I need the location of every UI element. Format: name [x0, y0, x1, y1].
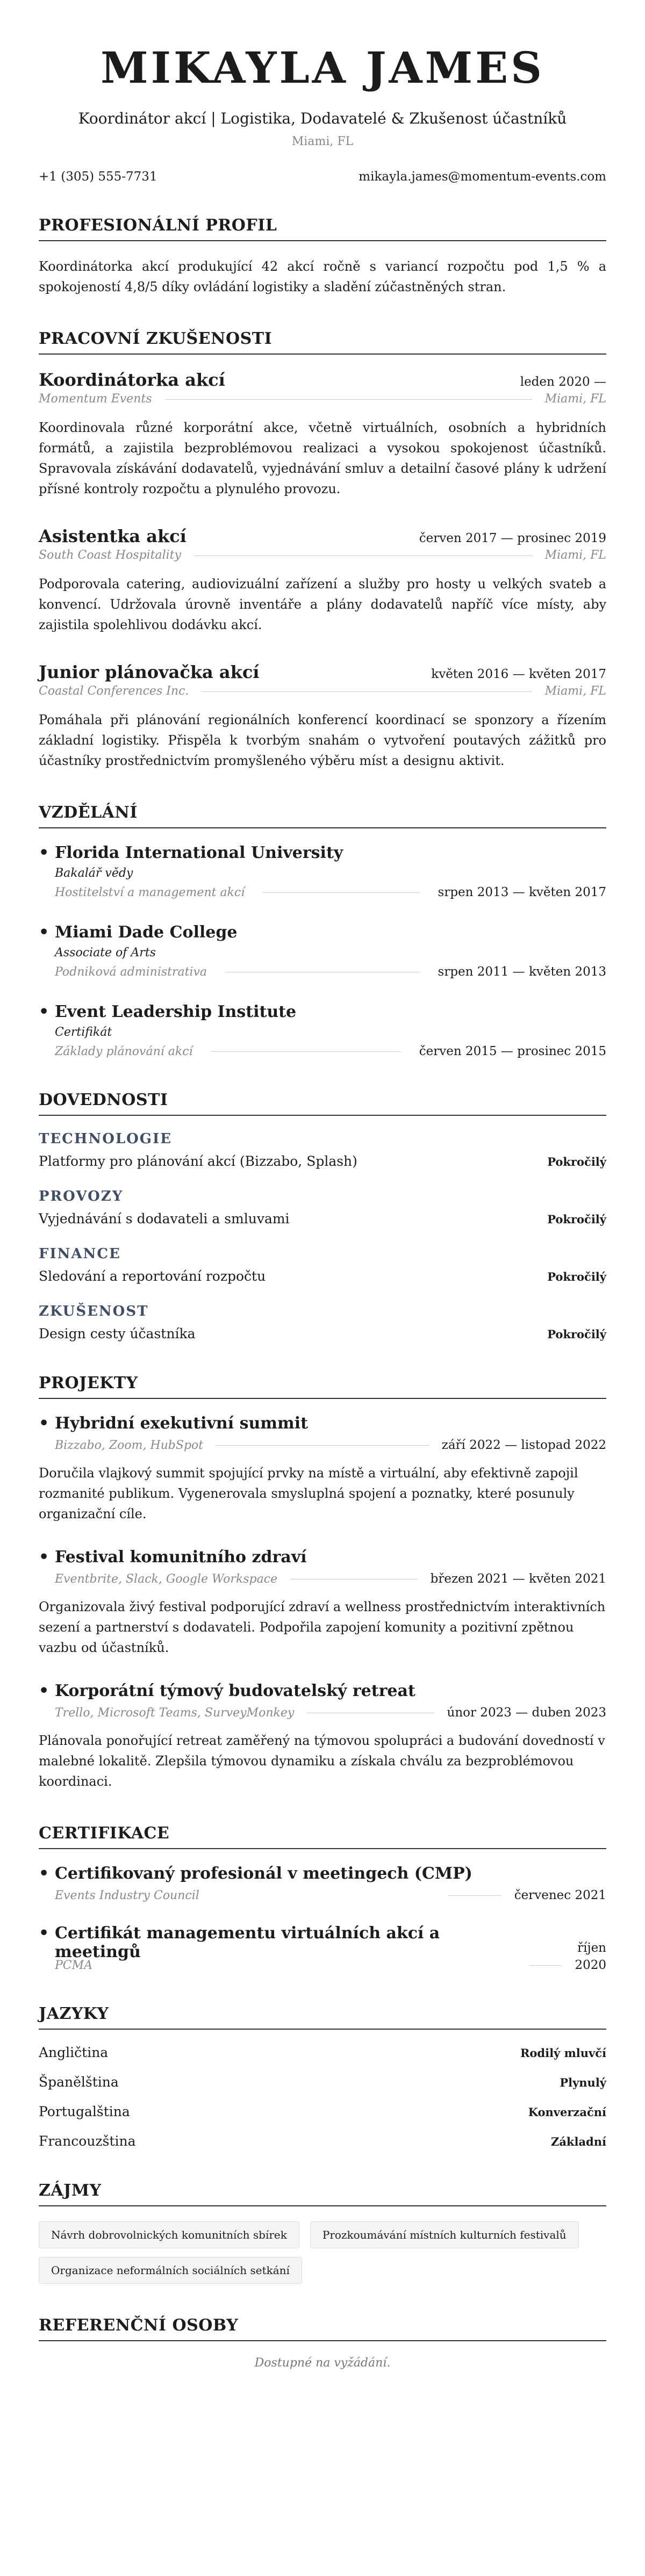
language-level: Plynulý — [560, 2076, 606, 2089]
interest-tag: Návrh dobrovolnických komunitních sbírek — [39, 2221, 299, 2248]
profile-summary: Koordinátorka akcí produkující 42 akcí ročně s variancí rozpočtu pod 1,5 % a spokojeností 4,8/5 díky ovládání logistiky a sladění zúčastněných stran. — [39, 259, 606, 294]
language-row — [39, 2104, 606, 2119]
language-row — [39, 2045, 606, 2060]
project-description: Plánovala ponořující retreat zaměřený na týmovou spolupráci a budování dovedností v malebné lokalitě. Zlepšila týmovou dynamiku a získala chválu za bezproblémovou koordinaci. — [39, 1733, 605, 1789]
divider-line — [307, 1712, 434, 1713]
divider-line — [202, 691, 532, 692]
language-level: Základní — [550, 2135, 606, 2148]
certification-issuer: Events Industry Council — [55, 1888, 199, 1902]
skill-level: Pokročilý — [547, 1270, 606, 1283]
section-title-interests: ZÁJMY — [39, 2181, 606, 2206]
resume-header — [39, 0, 606, 148]
field-of-study: Hostitelství a management akcí — [55, 885, 245, 899]
bullet-icon: • — [39, 1414, 49, 1433]
job-company: Coastal Conferences Inc. — [39, 684, 189, 698]
education-date: červen 2015 — prosinec 2015 — [419, 1044, 606, 1058]
project-item — [39, 1682, 606, 1792]
section-title-profile: PROFESIONÁLNÍ PROFIL — [39, 216, 606, 241]
bullet-icon: • — [39, 843, 49, 862]
references-note: Dostupné na vyžádání. — [254, 2356, 391, 2370]
job-description: Pomáhala při plánování regionálních konferencí koordinací se sponzory a řízením základní logistiky. Přispěla k tvorbým snahám o vytvoření poutavých zážitků pro účastníky prostřednictvím promyšleného výběru míst a designu aktivit. — [39, 712, 606, 768]
job-company: Momentum Events — [39, 392, 152, 406]
section-title-experience: PRACOVNÍ ZKUŠENOSTI — [39, 329, 606, 355]
skill-level: Pokročilý — [547, 1327, 606, 1341]
language-row — [39, 2133, 606, 2149]
skill-name: Platformy pro plánování akcí (Bizzabo, Splash) — [39, 1153, 357, 1169]
skill-name: Vyjednávání s dodavateli a smluvami — [39, 1211, 290, 1226]
email-address[interactable]: mikayla.james@momentum-events.com — [359, 170, 606, 184]
degree: Associate of Arts — [55, 946, 156, 959]
job-date: květen 2016 — květen 2017 — [431, 667, 606, 681]
job-date: červen 2017 — prosinec 2019 — [419, 531, 606, 545]
language-name: Angličtina — [39, 2045, 109, 2060]
experience-item — [39, 662, 606, 771]
phone-number[interactable]: +1 (305) 555-7731 — [39, 170, 157, 184]
interest-tag: Organizace neformálních sociálních setkání — [39, 2257, 302, 2284]
bullet-icon: • — [39, 1924, 49, 1943]
skill-category: TECHNOLOGIE — [39, 1131, 172, 1147]
certification-date: červenec 2021 — [514, 1888, 606, 1902]
section-title-certifications: CERTIFIKACE — [39, 1824, 606, 1849]
section-title-projects: PROJEKTY — [39, 1374, 606, 1399]
divider-line — [448, 1895, 501, 1896]
field-of-study: Základy plánování akcí — [55, 1044, 193, 1058]
project-item — [39, 1414, 606, 1524]
education-item — [39, 1002, 606, 1058]
certification-item — [39, 1924, 606, 1972]
certification-date-month: říjen — [577, 1941, 606, 1955]
bullet-icon: • — [39, 1682, 49, 1700]
job-company: South Coast Hospitality — [39, 549, 181, 562]
project-tools: Eventbrite, Slack, Google Workspace — [55, 1572, 278, 1586]
bullet-icon: • — [39, 1864, 49, 1883]
skill-category: FINANCE — [39, 1246, 121, 1262]
language-level: Rodilý mluvčí — [520, 2046, 606, 2060]
skill-category: PROVOZY — [39, 1188, 124, 1204]
job-title: Koordinátorka akcí — [39, 370, 225, 390]
certification-title: Certifikát managementu virtuálních akcí a meetingů — [55, 1924, 440, 1961]
skill-category: ZKUŠENOST — [39, 1303, 149, 1319]
job-title: Asistentka akcí — [39, 526, 187, 546]
project-tools: Trello, Microsoft Teams, SurveyMonkey — [55, 1706, 295, 1720]
section-title-references: REFERENČNÍ OSOBY — [39, 2316, 606, 2341]
candidate-subtitle: Koordinátor akcí | Logistika, Dodavatelé & Zkušenost účastníků — [78, 110, 567, 127]
language-name: Španělština — [39, 2074, 119, 2090]
field-of-study: Podniková administrativa — [55, 965, 207, 979]
project-date: únor 2023 — duben 2023 — [447, 1706, 606, 1720]
divider-line — [216, 1445, 429, 1446]
job-location: Miami, FL — [544, 549, 606, 562]
interest-tag: Prozkoumávání místních kulturních festivalů — [310, 2221, 579, 2248]
divider-line — [263, 892, 419, 893]
degree: Certifikát — [55, 1026, 112, 1039]
section-title-education: VZDĚLÁNÍ — [39, 803, 606, 828]
language-row — [39, 2074, 606, 2090]
project-item — [39, 1548, 606, 1658]
skill-name: Design cesty účastníka — [39, 1326, 196, 1341]
divider-line — [211, 1051, 401, 1052]
section-title-languages: JAZYKY — [39, 2004, 606, 2030]
divider-line — [225, 971, 419, 972]
bullet-icon: • — [39, 1002, 49, 1021]
divider-line — [165, 399, 532, 400]
certification-item — [39, 1864, 606, 1902]
job-date: leden 2020 — — [520, 375, 606, 389]
project-description: Doručila vlajkový summit spojující prvky na místě a virtuální, aby efektivně zapojil rozmanité publikum. Vygenerovala smysluplná spojení a poznatky, které posunuly organizační cíle. — [39, 1466, 578, 1521]
skill-group — [39, 1246, 606, 1284]
project-date: březen 2021 — květen 2021 — [430, 1572, 606, 1586]
degree: Bakalář vědy — [55, 867, 133, 880]
job-title: Junior plánovačka akcí — [39, 662, 260, 682]
certification-date-year: 2020 — [575, 1958, 606, 1972]
job-location: Miami, FL — [544, 392, 606, 406]
candidate-name: MIKAYLA JAMES — [101, 42, 544, 93]
school-name: Miami Dade College — [55, 923, 238, 942]
project-title: Festival komunitního zdraví — [55, 1548, 307, 1567]
skill-level: Pokročilý — [547, 1155, 606, 1168]
skill-group — [39, 1303, 606, 1341]
bullet-icon: • — [39, 1548, 49, 1567]
language-name: Portugalština — [39, 2104, 130, 2119]
education-date: srpen 2011 — květen 2013 — [438, 965, 606, 979]
divider-line — [529, 1965, 562, 1966]
skill-level: Pokročilý — [547, 1213, 606, 1226]
divider-line — [290, 1578, 418, 1579]
experience-item — [39, 370, 606, 499]
certification-title: Certifikovaný profesionál v meetingech (CMP) — [55, 1864, 472, 1883]
project-date: září 2022 — listopad 2022 — [441, 1438, 606, 1452]
language-name: Francouzština — [39, 2133, 136, 2149]
language-level: Konverzační — [528, 2105, 606, 2119]
skill-name: Sledování a reportování rozpočtu — [39, 1268, 266, 1284]
school-name: Florida International University — [55, 843, 343, 862]
school-name: Event Leadership Institute — [55, 1002, 297, 1021]
skill-group — [39, 1188, 606, 1226]
contact-row — [39, 170, 606, 184]
interest-tags — [39, 2221, 606, 2284]
job-description: Podporovala catering, audiovizuální zařízení a služby pro hosty u velkých svateb a konvencí. Udržovala úrovně inventáře a plány dodavatelů napříč více místy, aby zajistila spolehlivou dodávku akcí. — [39, 576, 606, 632]
job-location: Miami, FL — [544, 684, 606, 698]
project-title: Korporátní týmový budovatelský retreat — [55, 1682, 415, 1700]
experience-item — [39, 526, 606, 635]
candidate-location: Miami, FL — [291, 135, 354, 148]
divider-line — [194, 555, 532, 556]
bullet-icon: • — [39, 923, 49, 942]
certification-issuer: PCMA — [55, 1958, 93, 1972]
project-description: Organizovala živý festival podporující zdraví a wellness prostřednictvím interaktivních sezení a partnerství s dodavateli. Podpořila zapojení komunity a pozitivní zpětnou vazbu od účastníků. — [39, 1599, 606, 1655]
section-title-skills: DOVEDNOSTI — [39, 1091, 606, 1116]
project-tools: Bizzabo, Zoom, HubSpot — [55, 1438, 204, 1452]
education-item — [39, 843, 606, 899]
project-title: Hybridní exekutivní summit — [55, 1414, 309, 1433]
resume-page — [39, 0, 606, 2370]
education-date: srpen 2013 — květen 2017 — [438, 885, 606, 899]
education-item — [39, 923, 606, 979]
job-description: Koordinovala různé korporátní akce, včetně virtuálních, osobních a hybridních formátů, a zajistila bezproblémovou realizaci a vysokou spokojenost účastníků. Spravovala získávání dodavatelů, vyjednávání smluv a detailní časové plány k udržení přísné kontroly rozpočtu a plynulého provozu. — [39, 420, 606, 496]
skill-group — [39, 1131, 606, 1169]
